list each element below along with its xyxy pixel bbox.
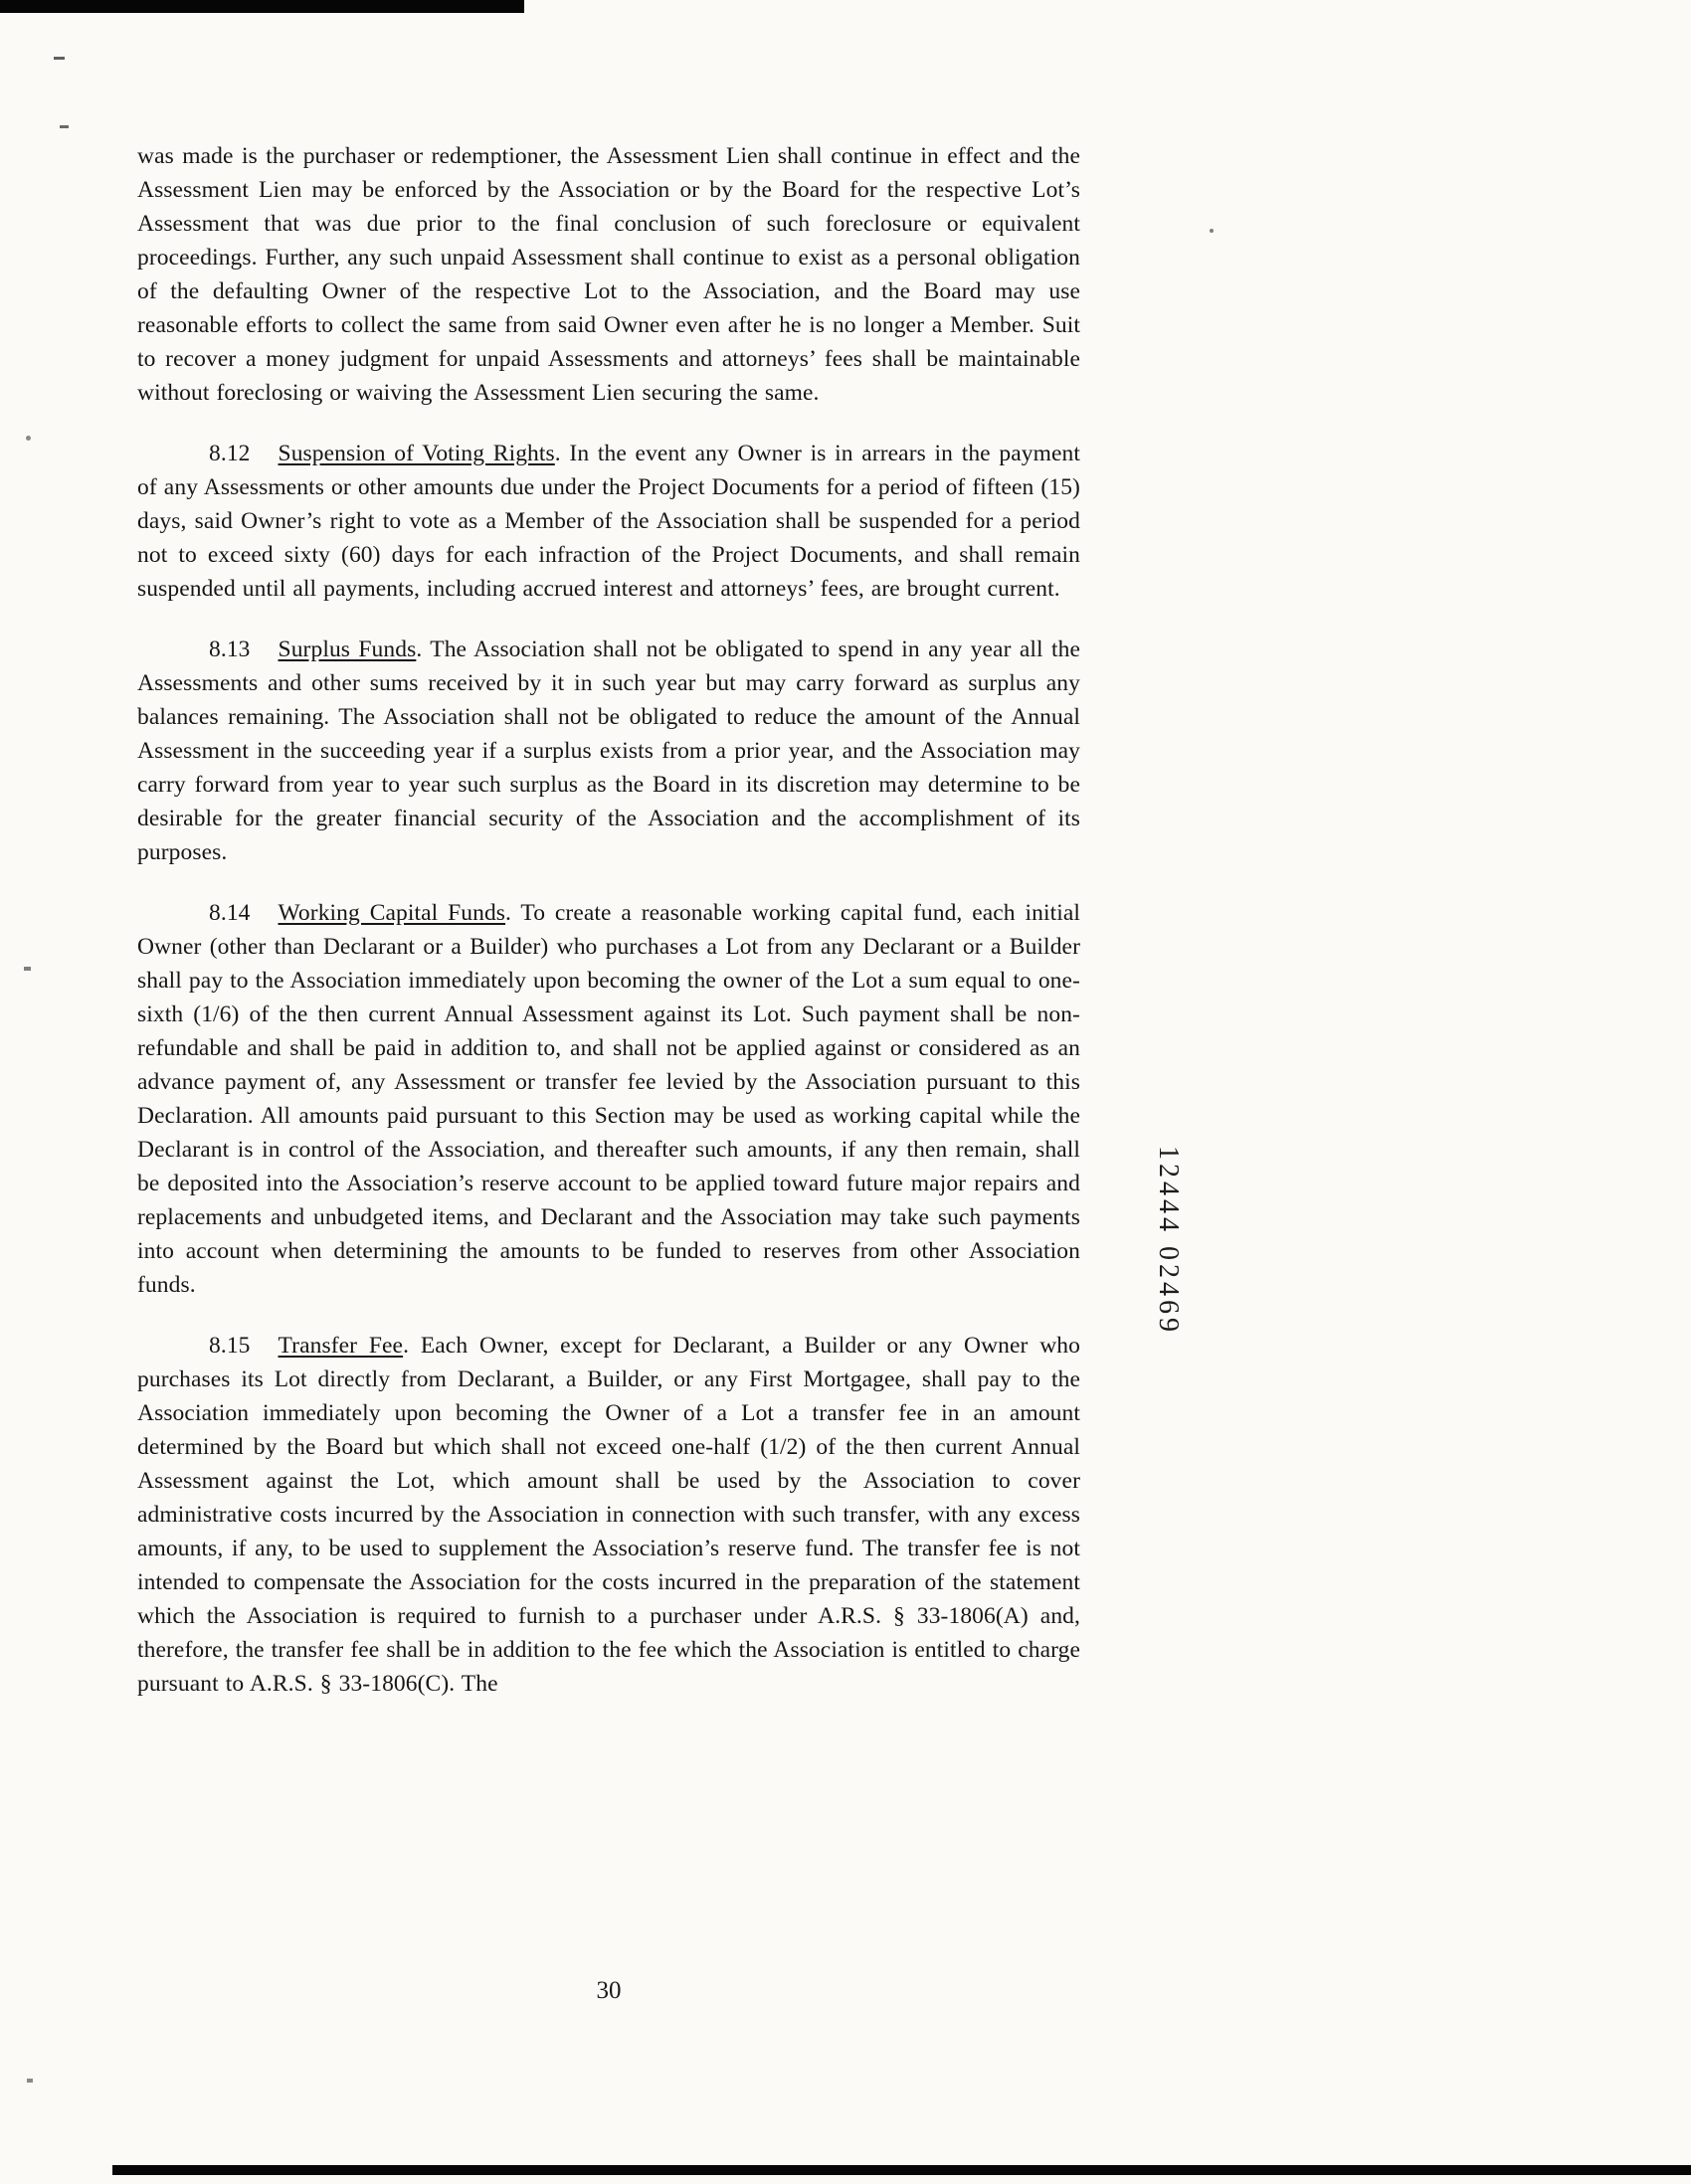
paragraph-text: . In the event any Owner is in arrears in the payment of any Assessments or other amounts due under the Project Documents for a period of fifteen (15) days, said Owner’s right to vote as a Member of the Association shall be suspended for a period not to exceed sixty (60) days for each infraction of the Project Documents, and shall remain suspended until all payments, including accrued interest and attorneys’ fees, are brought current. bbox=[137, 441, 1080, 602]
paragraph bbox=[137, 896, 1080, 1302]
section-heading: Surplus Funds bbox=[278, 637, 417, 662]
paragraph bbox=[137, 437, 1080, 606]
paragraph-text: . To create a reasonable working capital fund, each initial Owner (other than Declarant or a Builder) who purchases a Lot from any Declarant or a Builder shall pay to the Association immediately upon becoming the owner of the Lot a sum equal to one-sixth (1/6) of the then current Annual Assessment against its Lot. Such payment shall be non-refundable and shall be paid in addition to, and shall not be applied against or considered as an advance payment of, any Assessment or transfer fee levied by the Association pursuant to this Declaration. All amounts paid pursuant to this Section may be used as working capital while the Declarant is in control of the Association, and thereafter such amounts, if any then remain, shall be deposited into the Association’s reserve account to be applied toward future major repairs and replacements and unbudgeted items, and Declarant and the Association may take such payments into account when determining the amounts to be funded to reserves from other Association funds. bbox=[137, 900, 1080, 1298]
section-heading: Transfer Fee bbox=[278, 1333, 404, 1359]
scan-speck bbox=[60, 125, 69, 128]
page-number: 30 bbox=[596, 1977, 622, 2004]
section-number: 8.15 bbox=[209, 1333, 251, 1359]
margin-recording-stamp: 12444 02469 bbox=[1153, 1146, 1184, 1336]
scan-speck bbox=[24, 967, 31, 971]
section-heading: Working Capital Funds bbox=[278, 900, 506, 926]
section-number: 8.13 bbox=[209, 637, 251, 662]
section-number: 8.12 bbox=[209, 441, 251, 466]
scan-speck bbox=[27, 2079, 33, 2083]
document-body bbox=[137, 139, 1080, 1728]
section-number: 8.14 bbox=[209, 900, 251, 926]
scan-speck bbox=[54, 57, 65, 60]
paragraph bbox=[137, 1329, 1080, 1701]
paragraph-text: . The Association shall not be obligated to spend in any year all the Assessments and other sums received by it in such year but may carry forward as surplus any balances remaining. The Association shall not be obligated to reduce the amount of the Annual Assessment in the succeeding year if a surplus exists from a prior year, and the Association may carry forward from year to year such surplus as the Board in its discretion may determine to be desirable for the greater financial security of the Association and the accomplishment of its purposes. bbox=[137, 637, 1080, 865]
scan-artifact-top-bar bbox=[0, 0, 524, 13]
section-heading: Suspension of Voting Rights bbox=[278, 441, 555, 466]
paragraph-text: . Each Owner, except for Declarant, a Builder or any Owner who purchases its Lot directly from Declarant, a Builder, or any First Mortgagee, shall pay to the Association immediately upon becoming the Owner of a Lot a transfer fee in an amount determined by the Board but which shall not exceed one-half (1/2) of the then current Annual Assessment against the Lot, which amount shall be used by the Association to cover administrative costs incurred by the Association in connection with such transfer, with any excess amounts, if any, to be used to supplement the Association’s reserve fund. The transfer fee is not intended to compensate the Association for the costs incurred in the preparation of the statement which the Association is required to furnish to a purchaser under A.R.S. § 33-1806(A) and, therefore, the transfer fee shall be in addition to the fee which the Association is entitled to charge pursuant to A.R.S. § 33-1806(C). The bbox=[137, 1333, 1080, 1697]
paragraph-text: was made is the purchaser or redemptioner, the Assessment Lien shall continue in effect and the Assessment Lien may be enforced by the Association or by the Board for the respective Lot’s Assessment that was due prior to the final conclusion of such foreclosure or equivalent proceedings. Further, any such unpaid Assessment shall continue to exist as a personal obligation of the defaulting Owner of the respective Lot to the Association, and the Board may use reasonable efforts to collect the same from said Owner even after he is no longer a Member. Suit to recover a money judgment for unpaid Assessments and attorneys’ fees shall be maintainable without foreclosing or waiving the Assessment Lien securing the same. bbox=[137, 143, 1080, 406]
scan-artifact-bottom-bar bbox=[112, 2165, 1691, 2175]
paragraph bbox=[137, 139, 1080, 410]
paragraph bbox=[137, 633, 1080, 869]
scan-speck bbox=[26, 436, 31, 441]
scan-speck bbox=[1210, 229, 1214, 233]
